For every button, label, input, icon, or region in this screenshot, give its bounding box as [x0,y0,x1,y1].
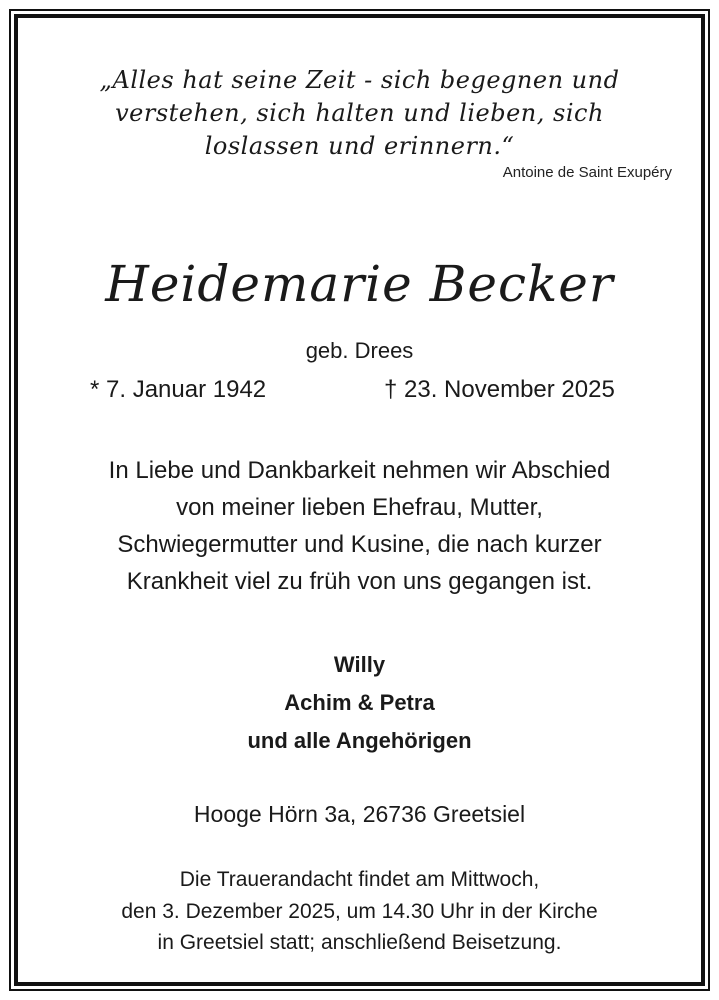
quote [18,64,701,163]
farewell-line: Krankheit viel zu früh von uns gegangen ist. [126,568,593,595]
service-line: in Greetsiel statt; anschließend Beisetzung. [157,931,562,954]
mourner-line: Achim & Petra [284,690,435,715]
obituary-frame [14,14,705,986]
quote-line: „Alles hat seine Zeit - sich begegnen und [99,66,620,94]
mourners [18,646,701,760]
death-date: † 23. November 2025 [384,376,615,403]
address: Hooge Hörn 3a, 26736 Greetsiel [193,801,526,827]
farewell-line: Schwiegermutter und Kusine, die nach kurzer [117,531,602,558]
service-line: den 3. Dezember 2025, um 14.30 Uhr in der Kirche [121,899,598,923]
farewell-line: In Liebe und Dankbarkeit nehmen wir Abschied [108,457,611,484]
mourner-line: Willy [333,652,386,677]
quote-line: loslassen und erinnern.“ [204,132,515,160]
farewell-text [18,452,701,600]
quote-author: Antoine de Saint Exupéry [502,164,672,181]
service-line: Die Trauerandacht findet am Mittwoch, [179,868,540,891]
deceased-name: Heidemarie Becker [105,255,614,313]
farewell-line: von meiner lieben Ehefrau, Mutter, [176,494,543,521]
quote-line: verstehen, sich halten und lieben, sich [115,99,604,127]
maiden-name: geb. Drees [305,338,414,363]
birth-date: * 7. Januar 1942 [90,376,267,403]
mourner-line: und alle Angehörigen [247,728,472,753]
service-info [18,864,701,959]
